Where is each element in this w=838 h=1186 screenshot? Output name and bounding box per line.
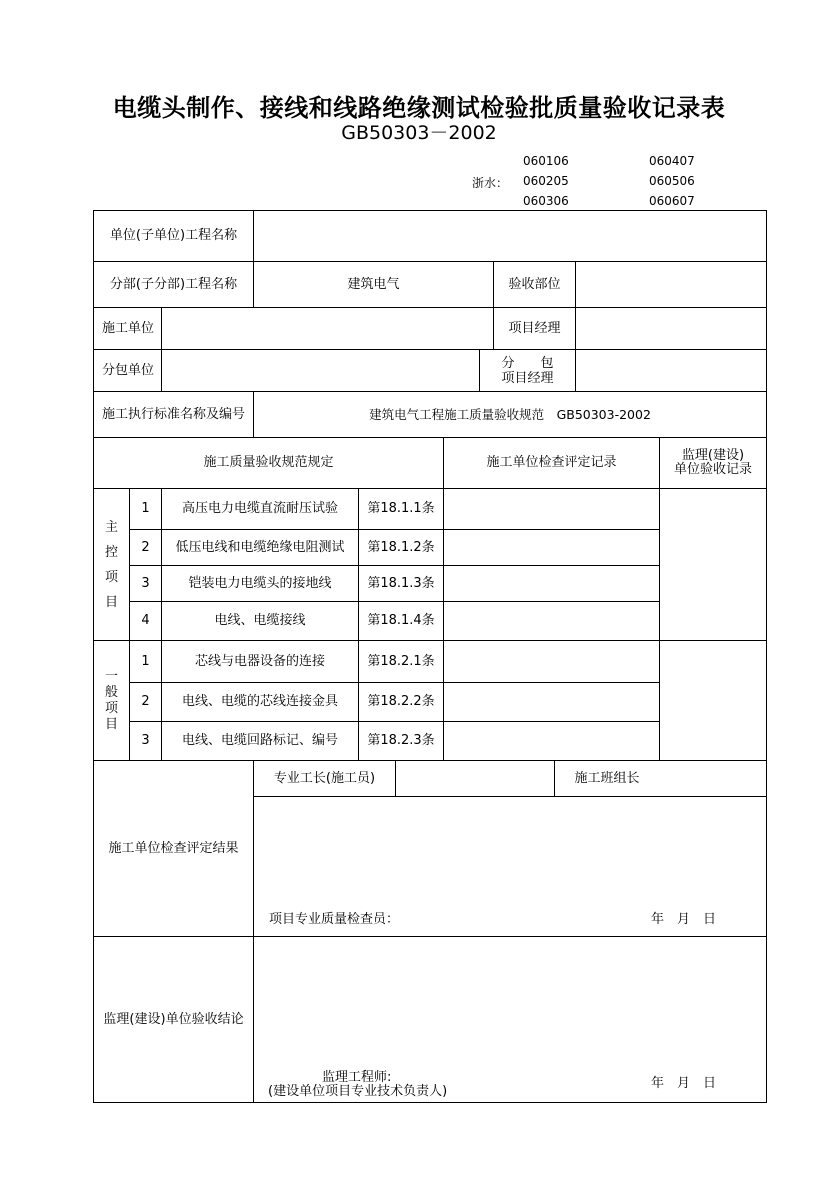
conclusion-date: 年 月 日: [651, 1076, 717, 1091]
main-group-char: 控: [104, 544, 118, 560]
team-leader-value[interactable]: [660, 761, 766, 796]
general-supervision-record[interactable]: [660, 641, 766, 760]
general-item-no: 2: [141, 694, 150, 709]
main-item-no: 3: [141, 575, 150, 591]
subcontract-unit-label: 分包单位: [102, 362, 155, 378]
main-item-name: 低压电线和电缆绝缘电阻测试: [175, 539, 345, 555]
general-item-no: 1: [141, 653, 150, 669]
acceptance-part-label: 验收部位: [508, 276, 561, 292]
standard-label: 施工执行标准名称及编号: [102, 406, 246, 422]
general-item-clause: 第18.2.3条: [367, 733, 435, 748]
supervision-conclusion-label: 监理(建设)单位验收结论: [103, 1011, 244, 1027]
record-column-header: 施工单位检查评定记录: [486, 455, 617, 470]
main-item-record[interactable]: [444, 566, 659, 601]
supervision-conclusion-value[interactable]: [254, 937, 766, 1057]
general-group-char: 目: [104, 716, 118, 732]
main-item-no: 4: [141, 613, 150, 628]
inspection-date: 年 月 日: [651, 912, 717, 927]
general-item-record[interactable]: [444, 641, 659, 682]
general-group-char: 项: [104, 700, 118, 716]
code-5: 060306: [523, 194, 569, 208]
subcontract-unit-value[interactable]: [162, 350, 479, 391]
main-group-char: 项: [104, 569, 118, 585]
main-item-clause: 第18.1.4条: [367, 613, 435, 628]
supervision-engineer-label: 监理工程师:: [322, 1070, 392, 1085]
subcontract-manager-label-line2: 项目经理: [501, 370, 554, 386]
main-item-name: 电线、电缆接线: [214, 613, 306, 628]
main-control-group-label: [94, 489, 129, 640]
general-group-char: 般: [104, 684, 118, 700]
unit-project-value[interactable]: [254, 211, 766, 261]
general-item-clause: 第18.2.1条: [367, 653, 435, 669]
general-item-name: 电线、电缆的芯线连接金具: [181, 694, 338, 709]
general-group-char: 一: [104, 668, 118, 684]
main-group-char: 目: [104, 594, 118, 610]
main-item-name: 铠装电力电缆头的接地线: [188, 575, 332, 591]
supervision-header-line2: 单位验收记录: [673, 462, 752, 477]
main-item-name: 高压电力电缆直流耐压试验: [181, 501, 338, 516]
general-item-no: 3: [141, 733, 150, 748]
team-leader-label: 施工班组长: [574, 770, 640, 786]
standard-value: 建筑电气工程施工质量验收规范 GB50303-2002: [369, 406, 651, 422]
unit-project-label: 单位(子单位)工程名称: [109, 228, 238, 243]
foreman-value[interactable]: [396, 761, 554, 796]
code-4: 060506: [649, 174, 695, 188]
construction-result-label: 施工单位检查评定结果: [108, 840, 239, 856]
code-1: 060106: [523, 154, 569, 168]
main-item-clause: 第18.1.1条: [367, 501, 435, 516]
subcontract-manager-value[interactable]: [576, 350, 766, 391]
spec-column-header: 施工质量验收规范规定: [203, 455, 334, 470]
project-manager-label: 项目经理: [508, 320, 561, 336]
page-title: 电缆头制作、接线和线路绝缘测试检验批质量验收记录表: [112, 94, 726, 122]
sub-project-value[interactable]: 建筑电气: [347, 276, 400, 292]
code-3: 060205: [523, 174, 569, 188]
subcontract-manager-label-line1: 分 包: [501, 355, 554, 371]
main-item-clause: 第18.1.3条: [367, 575, 435, 591]
main-supervision-record[interactable]: [660, 489, 766, 640]
foreman-label: 专业工长(施工员): [273, 770, 376, 786]
main-item-no: 2: [141, 539, 150, 555]
sub-project-label: 分部(子分部)工程名称: [109, 276, 238, 292]
general-item-clause: 第18.2.2条: [367, 694, 435, 709]
quality-inspector-label: 项目专业质量检查员：: [269, 912, 400, 927]
project-manager-value[interactable]: [576, 308, 766, 349]
main-item-record[interactable]: [444, 602, 659, 640]
standard-code: GB50303－2002: [341, 122, 497, 144]
general-item-record[interactable]: [444, 683, 659, 721]
general-item-name: 芯线与电器设备的连接: [194, 653, 325, 669]
main-item-record[interactable]: [444, 489, 659, 529]
region-label: 浙水：: [472, 176, 509, 190]
subcontract-manager-label: [480, 350, 575, 391]
main-item-record[interactable]: [444, 530, 659, 565]
main-group-char: 主: [104, 519, 118, 535]
main-item-clause: 第18.1.2条: [367, 539, 435, 555]
code-2: 060407: [649, 154, 695, 168]
code-6: 060607: [649, 194, 695, 208]
construction-unit-value[interactable]: [162, 308, 493, 349]
main-item-no: 1: [141, 501, 150, 516]
general-item-record[interactable]: [444, 722, 659, 760]
construction-result-value[interactable]: [254, 797, 766, 897]
supervision-column-header: [660, 438, 766, 488]
acceptance-part-value[interactable]: [576, 262, 766, 307]
general-item-name: 电线、电缆回路标记、编号: [181, 733, 338, 748]
construction-unit-label: 施工单位: [102, 320, 155, 336]
supervision-engineer-note: (建设单位项目专业技术负责人): [268, 1084, 448, 1099]
general-group-label: [94, 641, 129, 760]
supervision-header-line1: 监理(建设): [681, 448, 745, 463]
